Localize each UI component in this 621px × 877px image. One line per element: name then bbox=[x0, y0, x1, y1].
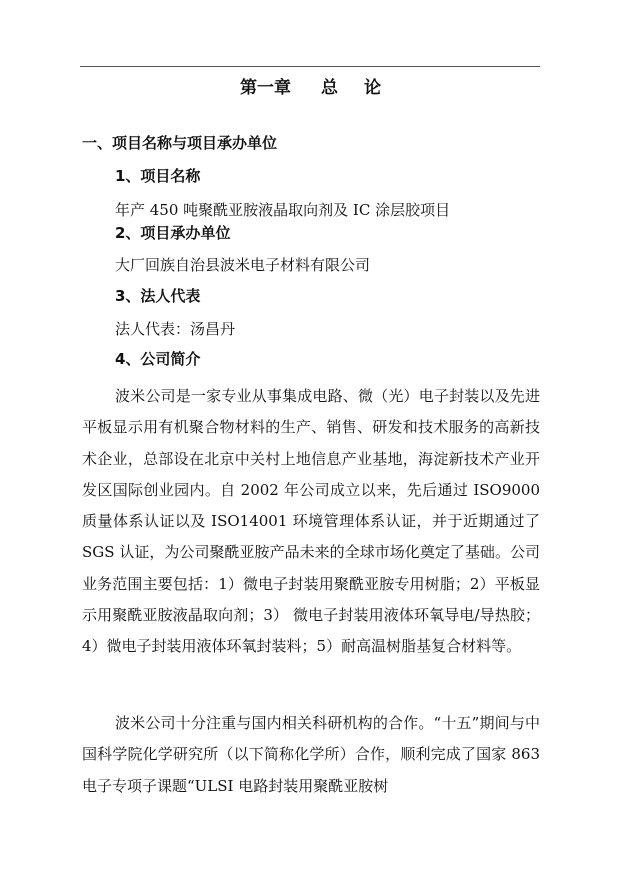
chapter-name: 总 bbox=[321, 78, 338, 98]
item-text-organizer: 大厂回族自治县波米电子材料有限公司 bbox=[115, 256, 371, 274]
item-heading-organizer: 2、项目承办单位 bbox=[115, 224, 231, 242]
item-heading-legal-rep: 3、法人代表 bbox=[115, 287, 201, 305]
intro-paragraph-2: 波米公司十分注重与国内相关科研机构的合作。“十五”期间与中国科学院化学研究所（以下简称化学所）合作，顺利完成了国家 863 电子专项子课题“ULSI 电路封装用聚酰亚胺树 bbox=[82, 714, 540, 795]
item-text-project-name: 年产 450 吨聚酰亚胺液晶取向剂及 IC 涂层胶项目 bbox=[115, 201, 451, 219]
chapter-label: 第一章 bbox=[240, 78, 291, 98]
header-rule bbox=[80, 66, 540, 67]
item-heading-project-name: 1、项目名称 bbox=[115, 167, 201, 185]
chapter-title bbox=[0, 76, 621, 100]
chapter-name-2: 论 bbox=[364, 78, 381, 98]
item-text-legal-rep: 法人代表：汤昌丹 bbox=[115, 320, 236, 338]
section-title: 一、项目名称与项目承办单位 bbox=[82, 134, 278, 152]
intro-paragraph-1: 波米公司是一家专业从事集成电路、微（光）电子封装以及先进平板显示用有机聚合物材料的生产、销售、研发和技术服务的高新技术企业，总部设在北京中关村上地信息产业基地，海淀新技术产业开发区国际创业园内。自 2002 年公司成立以来，先后通过 ISO9000 质量体系认证以及 ISO14001 环境管理体系认证，并于近期通过了 SGS 认证，为公司聚酰亚胺产品未来的全球市场化奠定了基础。公司业务范围主要包括：1）微电子封装用聚酰亚胺专用树脂；2）平板显示用聚酰亚胺液晶取向剂；3） 微电子封装用液体环氧导电/导热胶；4）微电子封装用液体环氧封装料；5）耐高温树脂基复合材料等。 bbox=[82, 387, 540, 656]
item-heading-company-intro: 4、公司简介 bbox=[115, 350, 201, 368]
